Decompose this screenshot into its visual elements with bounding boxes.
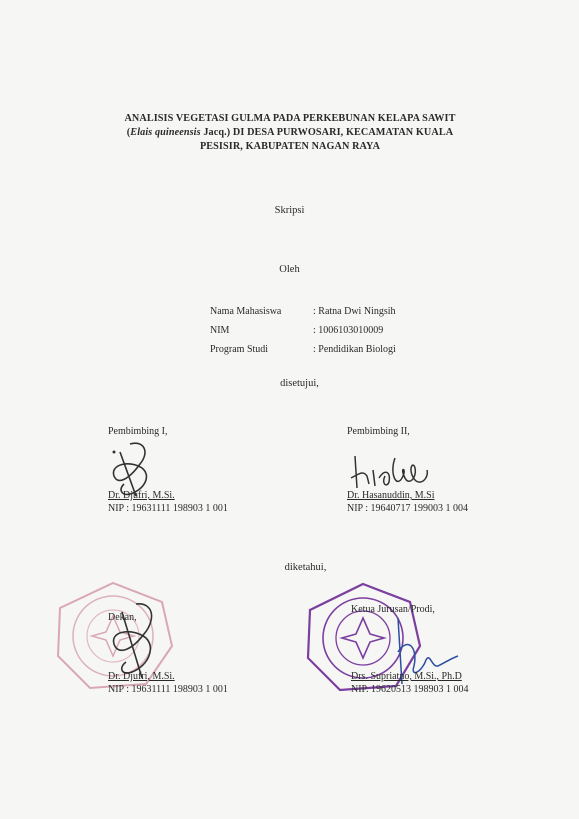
- supervisor1-name: Dr. Djufri, M.Si.: [108, 490, 175, 501]
- student-name-value: : Ratna Dwi Ningsih: [313, 306, 396, 317]
- student-name-row: [210, 306, 396, 317]
- student-program-row: [210, 344, 396, 355]
- supervisor2-name: Dr. Hasanuddin, M.Si: [347, 490, 435, 501]
- head-role: Ketua Jurusan/Prodi,: [351, 604, 435, 615]
- thesis-title: [80, 112, 500, 154]
- title-line-3: PESISIR, KABUPATEN NAGAN RAYA: [199, 141, 381, 152]
- head-nip: NIP. 19620513 198903 1 004: [351, 684, 469, 695]
- species-name: Elais quineensis: [130, 127, 201, 138]
- supervisor2-signature: [345, 448, 441, 496]
- head-name: Drs. Supriatno, M.Si., Ph.D: [351, 671, 462, 682]
- dean-role: Dekan,: [108, 612, 137, 623]
- student-nim-value: : 1006103010009: [313, 325, 384, 336]
- supervisor1-nip: NIP : 19631111 198903 1 001: [108, 503, 228, 514]
- student-program-value: : Pendidikan Biologi: [313, 344, 396, 355]
- supervisor1-role: Pembimbing I,: [108, 426, 168, 437]
- student-program-label: Program Studi: [210, 344, 269, 355]
- acknowledged-label: diketahui,: [284, 562, 327, 573]
- dean-nip: NIP : 19631111 198903 1 001: [108, 684, 228, 695]
- student-nim-row: [210, 325, 383, 336]
- title-line-2: (Elais quineensis Jacq.) DI DESA PURWOSARI, KECAMATAN KUALA: [126, 127, 454, 138]
- supervisor2-role: Pembimbing II,: [347, 426, 410, 437]
- document-type: Skripsi: [274, 205, 305, 216]
- student-name-label: Nama Mahasiswa: [210, 306, 282, 317]
- title-line-1: ANALISIS VEGETASI GULMA PADA PERKEBUNAN KELAPA SAWIT: [124, 113, 456, 124]
- student-nim-label: NIM: [210, 325, 230, 336]
- approved-label: disetujui,: [280, 378, 319, 389]
- by-label: Oleh: [279, 264, 300, 275]
- supervisor2-nip: NIP : 19640717 199003 1 004: [347, 503, 469, 514]
- dean-name: Dr. Djufri, M.Si.: [108, 671, 175, 682]
